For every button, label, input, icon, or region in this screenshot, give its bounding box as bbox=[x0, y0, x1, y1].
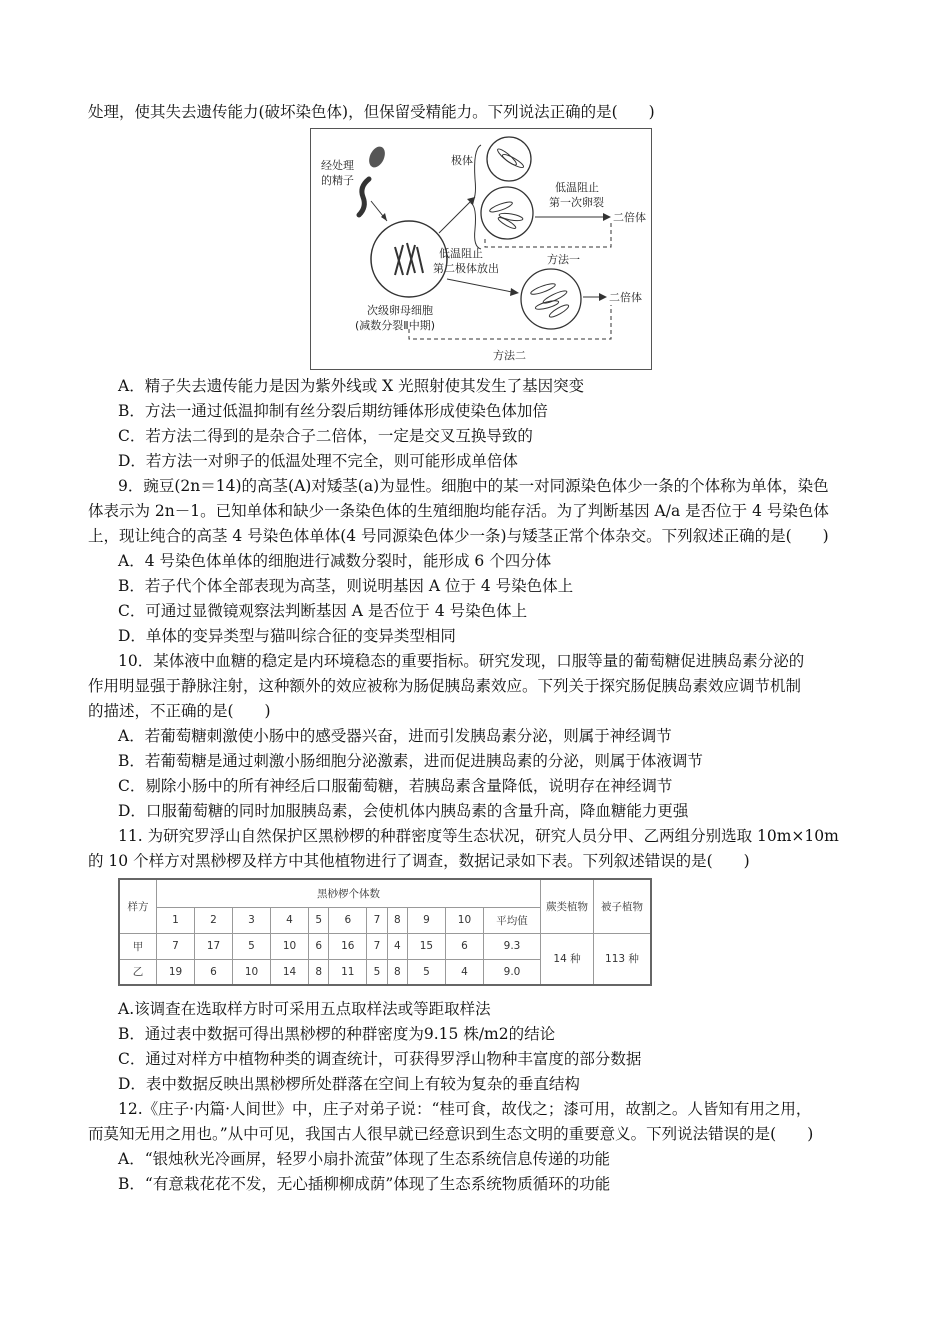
value-cell: 17 bbox=[195, 933, 233, 959]
q9-option-b: B．若子代个体全部表现为高茎，则说明基因 A 位于 4 号染色体上 bbox=[118, 577, 574, 595]
avg-cell: 9.3 bbox=[484, 933, 541, 959]
header-fern: 蕨类植物 bbox=[541, 879, 594, 933]
q9-stem-1: 9．豌豆(2n＝14)的高茎(A)对矮茎(a)为显性。细胞中的某一对同源染色体少一条的个体称为单体，染色 bbox=[118, 477, 829, 495]
index-cell: 4 bbox=[271, 907, 309, 933]
low-temp2-line1: 低温阻止 bbox=[439, 247, 483, 260]
q11-option-b: B．通过表中数据可得出黑桫椤的种群密度为9.15 株/m2的结论 bbox=[118, 1025, 556, 1043]
q9-stem-3: 上，现让纯合的高茎 4 号染色体单体(4 号同源染色体少一条)与矮茎正常个体杂交。下列叙述正确的是( ) bbox=[88, 527, 829, 545]
fern-count: 14 种 bbox=[541, 933, 594, 985]
value-cell: 8 bbox=[387, 959, 407, 985]
oocyte-label-2: (减数分裂Ⅱ中期) bbox=[355, 319, 435, 332]
q12-option-a: A．“银烛秋光冷画屏，轻罗小扇扑流萤”体现了生态系统信息传递的功能 bbox=[118, 1150, 611, 1168]
q9-option-c: C．可通过显微镜观察法判断基因 A 是否位于 4 号染色体上 bbox=[118, 602, 528, 620]
q10-option-c: C．剔除小肠中的所有神经后口服葡萄糖，若胰岛素含量降低，说明存在神经调节 bbox=[118, 777, 673, 795]
value-cell: 4 bbox=[445, 959, 483, 985]
q8-option-c: C．若方法二得到的是杂合子二倍体，一定是交叉互换导致的 bbox=[118, 427, 533, 445]
table-row-jia bbox=[119, 933, 651, 959]
q11-stem-1: 11. 为研究罗浮山自然保护区黑桫椤的种群密度等生态状况，研究人员分甲、乙两组分别选取 10m×10m bbox=[118, 827, 839, 845]
oocyte-cell-icon bbox=[371, 221, 447, 297]
header-group: 黑桫椤个体数 bbox=[157, 879, 541, 907]
q10-option-b: B．若葡萄糖是通过刺激小肠细胞分泌激素，进而促进胰岛素的分泌，则属于体液调节 bbox=[118, 752, 703, 770]
value-cell: 14 bbox=[271, 959, 309, 985]
sperm-head-icon bbox=[366, 144, 388, 170]
value-cell: 15 bbox=[407, 933, 445, 959]
low-temp1-line2: 第一次卵裂 bbox=[549, 196, 604, 209]
diploid1-label: 二倍体 bbox=[613, 211, 646, 224]
method1-label: 方法一 bbox=[547, 253, 580, 266]
value-cell: 5 bbox=[233, 933, 271, 959]
q11-option-c: C．通过对样方中植物种类的调查统计，可获得罗浮山物种丰富度的部分数据 bbox=[118, 1050, 642, 1068]
index-cell: 3 bbox=[233, 907, 271, 933]
polar-label: 极体 bbox=[451, 154, 473, 167]
egg-cell-method2-icon bbox=[521, 269, 581, 329]
index-cell: 10 bbox=[445, 907, 483, 933]
q8-option-d: D．若方法一对卵子的低温处理不完全，则可能形成单倍体 bbox=[118, 452, 518, 470]
q12-option-b: B．“有意栽花花不发，无心插柳柳成荫”体现了生态系统物质循环的功能 bbox=[118, 1175, 611, 1193]
q12-stem-1: 12.《庄子·内篇·人间世》中，庄子对弟子说：“桂可食，故伐之；漆可用，故割之。人皆知有用之用， bbox=[118, 1100, 812, 1118]
index-cell: 5 bbox=[309, 907, 329, 933]
q10-stem-2: 作用明显强于静脉注射，这种额外的效应被称为肠促胰岛素效应。下列关于探究肠促胰岛素效应调节机制 bbox=[88, 677, 802, 695]
oocyte-label-1: 次级卵母细胞 bbox=[367, 304, 433, 317]
sperm-label-2: 的精子 bbox=[321, 174, 354, 187]
header-angio: 被子植物 bbox=[594, 879, 652, 933]
sperm-label-1: 经处理 bbox=[321, 159, 354, 172]
row-name: 乙 bbox=[119, 959, 157, 985]
value-cell: 19 bbox=[157, 959, 195, 985]
low-temp1-line1: 低温阻止 bbox=[555, 181, 599, 194]
polar-body-icon bbox=[487, 137, 531, 181]
avg-header: 平均值 bbox=[484, 907, 541, 933]
value-cell: 6 bbox=[195, 959, 233, 985]
q8-option-a: A．精子失去遗传能力是因为紫外线或 X 光照射使其发生了基因突变 bbox=[118, 377, 585, 395]
q9-option-d: D．单体的变异类型与猫叫综合征的变异类型相同 bbox=[118, 627, 456, 645]
survey-table bbox=[118, 878, 652, 986]
q11-option-a: A.该调查在选取样方时可采用五点取样法或等距取样法 bbox=[118, 1000, 491, 1018]
value-cell: 8 bbox=[309, 959, 329, 985]
value-cell: 6 bbox=[445, 933, 483, 959]
q10-option-d: D．口服葡萄糖的同时加服胰岛素，会使机体内胰岛素的含量升高，降血糖能力更强 bbox=[118, 802, 689, 820]
figure-polyploid-methods bbox=[310, 128, 652, 370]
q9-stem-2: 体表示为 2n－1。已知单体和缺少一条染色体的生殖细胞均能存活。为了判断基因 A/a 是否位于 4 号染色体 bbox=[88, 502, 829, 520]
value-cell: 5 bbox=[407, 959, 445, 985]
index-cell: 6 bbox=[329, 907, 367, 933]
q10-stem-1: 10．某体液中血糖的稳定是内环境稳态的重要指标。研究发现，口服等量的葡萄糖促进胰岛素分泌的 bbox=[118, 652, 805, 670]
value-cell: 10 bbox=[271, 933, 309, 959]
q8-option-b: B．方法一通过低温抑制有丝分裂后期纺锤体形成使染色体加倍 bbox=[118, 402, 548, 420]
q12-stem-2: 而莫知无用之用也。”从中可见，我国古人很早就已经意识到生态文明的重要意义。下列说法错误的是( ) bbox=[88, 1125, 814, 1143]
sperm-icon bbox=[359, 179, 369, 215]
index-cell: 1 bbox=[157, 907, 195, 933]
value-cell: 5 bbox=[367, 959, 387, 985]
value-cell: 11 bbox=[329, 959, 367, 985]
low-temp2-line2: 第二极体放出 bbox=[433, 262, 499, 275]
q11-stem-2: 的 10 个样方对黑桫椤及样方中其他植物进行了调查，数据记录如下表。下列叙述错误的是( ) bbox=[88, 852, 750, 870]
index-cell: 9 bbox=[407, 907, 445, 933]
index-cell: 7 bbox=[367, 907, 387, 933]
row-name: 甲 bbox=[119, 933, 157, 959]
q8-stem-tail: 处理，使其失去遗传能力(破坏染色体)，但保留受精能力。下列说法正确的是( ) bbox=[88, 103, 655, 121]
q11-option-d: D．表中数据反映出黑桫椤所处群落在空间上有较为复杂的垂直结构 bbox=[118, 1075, 580, 1093]
value-cell: 7 bbox=[367, 933, 387, 959]
index-cell: 2 bbox=[195, 907, 233, 933]
value-cell: 10 bbox=[233, 959, 271, 985]
method2-label: 方法二 bbox=[493, 349, 526, 362]
diploid2-label: 二倍体 bbox=[609, 291, 642, 304]
q10-stem-3: 的描述，不正确的是( ) bbox=[88, 702, 271, 720]
value-cell: 7 bbox=[157, 933, 195, 959]
angio-count: 113 种 bbox=[594, 933, 652, 985]
q10-option-a: A．若葡萄糖刺激使小肠中的感受器兴奋，进而引发胰岛素分泌，则属于神经调节 bbox=[118, 727, 672, 745]
header-sample: 样方 bbox=[119, 879, 157, 933]
chromosome-icon bbox=[395, 243, 423, 275]
index-cell: 8 bbox=[387, 907, 407, 933]
q9-option-a: A．4 号染色体单体的细胞进行减数分裂时，能形成 6 个四分体 bbox=[118, 552, 552, 570]
value-cell: 16 bbox=[329, 933, 367, 959]
avg-cell: 9.0 bbox=[484, 959, 541, 985]
value-cell: 4 bbox=[387, 933, 407, 959]
value-cell: 6 bbox=[309, 933, 329, 959]
